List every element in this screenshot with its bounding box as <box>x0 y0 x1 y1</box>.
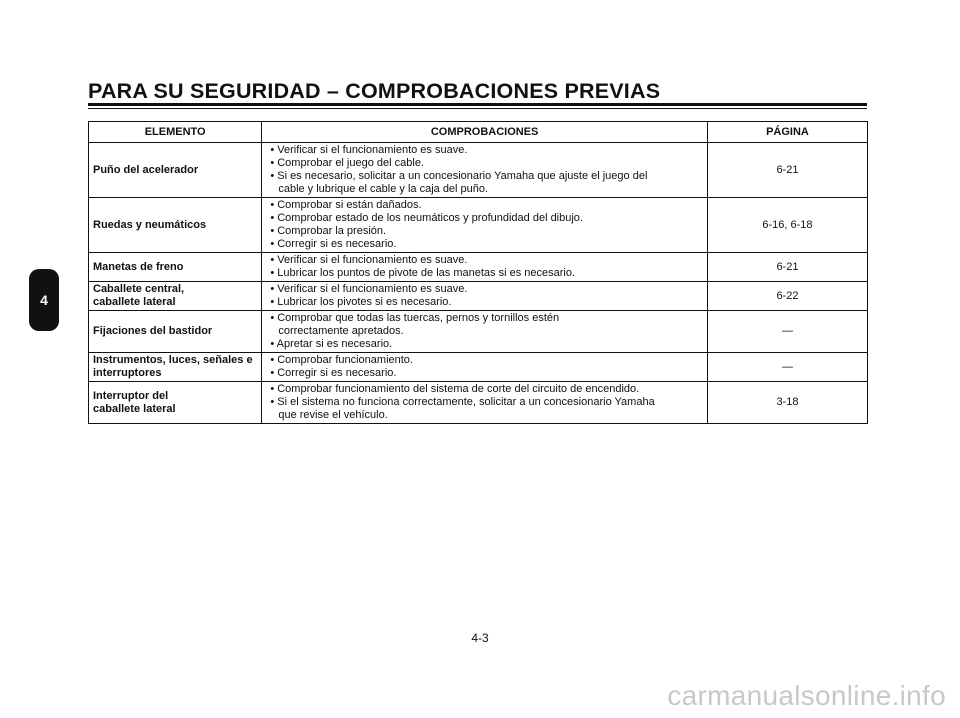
table-row <box>89 311 868 353</box>
header-comprobaciones: COMPROBACIONES <box>262 122 708 143</box>
cell-elemento: Interruptor del caballete lateral <box>89 382 262 424</box>
table-row <box>89 382 868 424</box>
check-item: • Corregir si es necesario. <box>270 367 397 379</box>
cell-pagina: 6-22 <box>707 282 867 311</box>
cell-elemento: Fijaciones del bastidor <box>89 311 262 353</box>
check-item: • Corregir si es necesario. <box>270 238 397 250</box>
check-item: • Comprobar que todas las tuercas, pernos y tornillos estén correctamente apretados. <box>270 312 560 337</box>
cell-elemento: Puño del acelerador <box>89 143 262 198</box>
cell-pagina: 6-16, 6-18 <box>707 198 867 253</box>
cell-pagina: 6-21 <box>707 253 867 282</box>
title-rule-thin <box>88 108 867 109</box>
check-item: • Comprobar el juego del cable. <box>270 157 424 169</box>
cell-comprobaciones <box>262 282 708 311</box>
check-item: • Comprobar funcionamiento. <box>270 354 413 366</box>
cell-comprobaciones <box>262 311 708 353</box>
cell-elemento: Ruedas y neumáticos <box>89 198 262 253</box>
table-row <box>89 253 868 282</box>
check-item: • Comprobar estado de los neumáticos y profundidad del dibujo. <box>270 212 583 224</box>
check-item: • Verificar si el funcionamiento es suave. <box>270 254 468 266</box>
watermark: carmanualsonline.info <box>667 680 946 711</box>
check-item: • Comprobar funcionamiento del sistema de corte del circuito de encendido. <box>270 383 640 395</box>
page-title: PARA SU SEGURIDAD – COMPROBACIONES PREVIAS <box>88 79 661 103</box>
check-item: • Apretar si es necesario. <box>270 338 393 350</box>
check-item: • Lubricar los puntos de pivote de las manetas si es necesario. <box>270 267 576 279</box>
check-item: • Si el sistema no funciona correctamente, solicitar a un concesionario Yamaha que revise el vehículo. <box>270 396 655 421</box>
cell-comprobaciones <box>262 198 708 253</box>
cell-comprobaciones <box>262 253 708 282</box>
check-item: • Verificar si el funcionamiento es suave. <box>270 283 468 295</box>
table-row <box>89 198 868 253</box>
cell-pagina: — <box>707 353 867 382</box>
title-rule-thick <box>88 103 867 106</box>
cell-pagina: 6-21 <box>707 143 867 198</box>
cell-elemento: Manetas de freno <box>89 253 262 282</box>
table-row <box>89 143 868 198</box>
check-item: • Comprobar la presión. <box>270 225 387 237</box>
check-item: • Lubricar los pivotes si es necesario. <box>270 296 452 308</box>
check-item: • Si es necesario, solicitar a un concesionario Yamaha que ajuste el juego del cable y lubrique el cable y la caja del puño. <box>270 170 648 195</box>
cell-elemento: Caballete central, caballete lateral <box>89 282 262 311</box>
cell-elemento: Instrumentos, luces, señales e interruptores <box>89 353 262 382</box>
chapter-tab: 4 <box>29 281 59 319</box>
cell-comprobaciones <box>262 353 708 382</box>
cell-pagina: — <box>707 311 867 353</box>
cell-comprobaciones <box>262 382 708 424</box>
check-item: • Comprobar si están dañados. <box>270 199 422 211</box>
table-row <box>89 353 868 382</box>
cell-pagina: 3-18 <box>707 382 867 424</box>
header-pagina: PÁGINA <box>707 122 867 143</box>
table-row <box>89 282 868 311</box>
check-item: • Verificar si el funcionamiento es suave. <box>270 144 468 156</box>
cell-comprobaciones <box>262 143 708 198</box>
header-elemento: ELEMENTO <box>89 122 262 143</box>
page-number: 4-3 <box>471 631 489 645</box>
checks-table <box>88 121 868 424</box>
table-header-row <box>89 122 868 143</box>
